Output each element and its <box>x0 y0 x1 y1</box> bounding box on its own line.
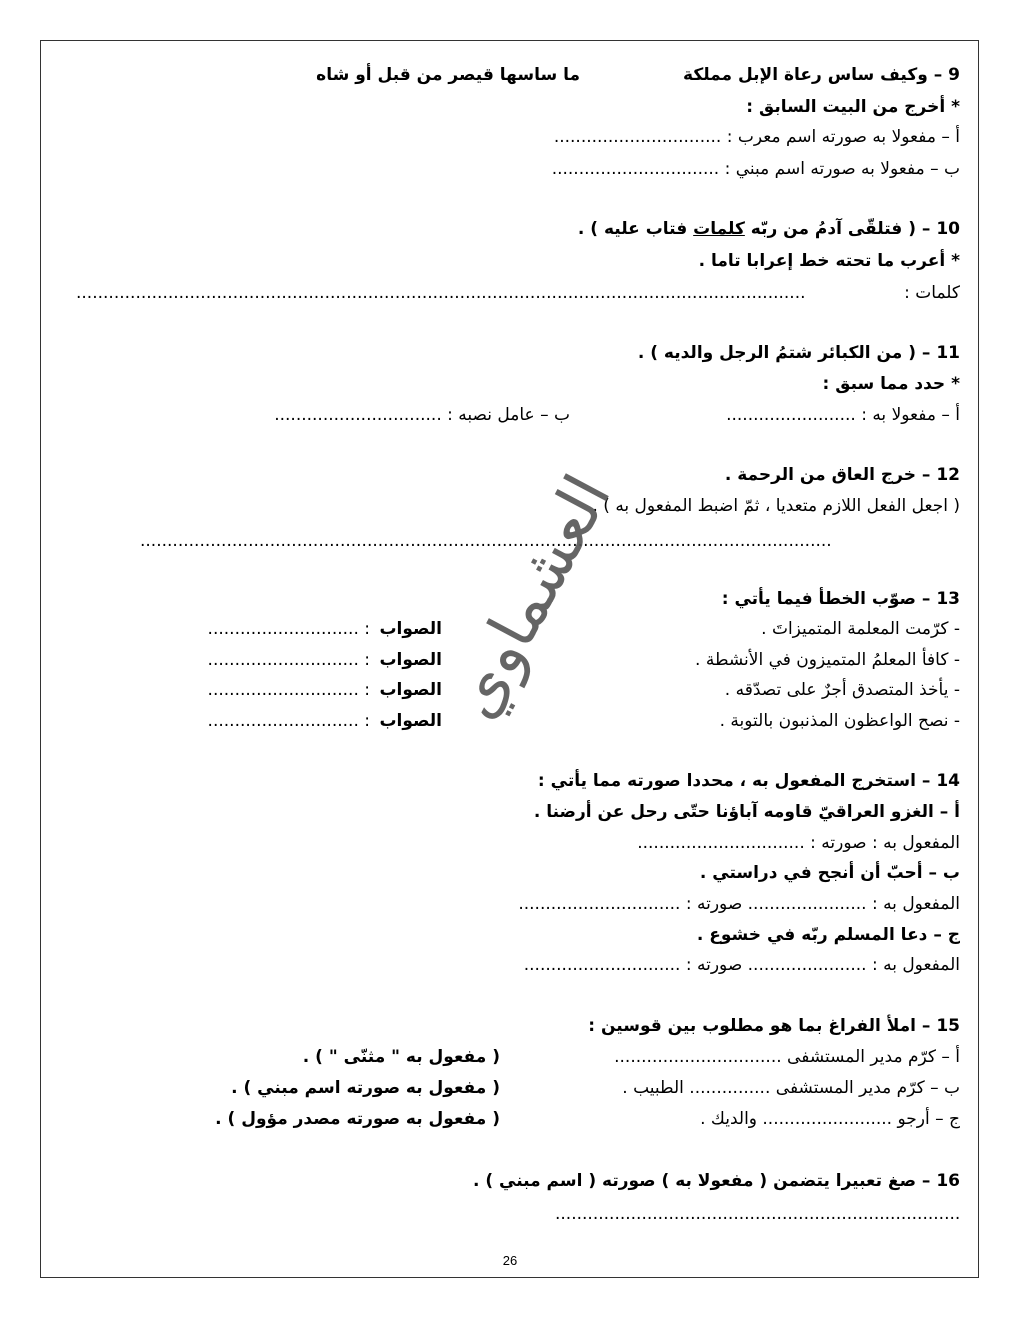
q10-answer-line[interactable]: ....................................................................................................................................... <box>76 283 806 303</box>
q14-title: 14 – استخرج المفعول به ، محددا صورته مما يأتي : <box>537 771 960 791</box>
q11-instruction: * حدد مما سبق : <box>822 374 960 394</box>
q10-answer-label: كلمات : <box>904 283 960 303</box>
q14-part-c-answer[interactable]: المفعول به : ...................... صورته : ............................. <box>523 955 960 975</box>
q15-title: 15 – املأ الفراغ بما هو مطلوب بين قوسين : <box>588 1016 960 1036</box>
q9-part-b: ب – مفعولا به صورته اسم مبني : ............................... <box>551 159 960 179</box>
q14-part-c: ج – دعا المسلم ربّه في خشوع . <box>696 925 960 945</box>
q9-instruction: * أخرج من البيت السابق : <box>746 97 960 117</box>
q13-correct-label-2: الصواب <box>379 650 442 670</box>
q11-title: 11 – ( من الكبائر شتمُ الرجل والديه ) . <box>637 343 960 363</box>
q9-title-part2: ما ساسها قيصر من قبل أو شاه <box>316 65 580 85</box>
q16-answer-line[interactable]: ........................................................................... <box>555 1204 960 1224</box>
q12-title: 12 – خرج العاق من الرحمة . <box>724 465 960 485</box>
q14-part-b: ب – أحبّ أن أنجح في دراستي . <box>699 863 960 883</box>
q13-item-3: - يأخذ المتصدق أجرٌ على تصدّقه . <box>724 680 960 700</box>
page-number: 26 <box>502 1253 518 1268</box>
q10-underlined-word: كلمات <box>693 219 745 239</box>
q13-item-4: - نصح الواعظون المذنبون بالتوبة . <box>719 711 960 731</box>
q13-correct-label-3: الصواب <box>379 680 442 700</box>
q13-correct-label-1: الصواب <box>379 619 442 639</box>
q11-part-a: أ – مفعولا به : ........................ <box>726 405 960 425</box>
q12-instruction: ( اجعل الفعل اللازم متعديا ، ثمّ اضبط المفعول به ) . <box>592 496 960 516</box>
q15-item-b-requirement: ( مفعول به صورته اسم مبني ) . <box>231 1078 500 1098</box>
q14-part-b-answer[interactable]: المفعول به : ...................... صورته : .............................. <box>518 894 960 914</box>
q15-item-a[interactable]: أ – كرّم مدير المستشفى ............................... <box>614 1047 960 1067</box>
q15-item-b[interactable]: ب – كرّم مدير المستشفى ............... الطبيب . <box>622 1078 960 1098</box>
q13-answer-4[interactable]: : ............................ <box>207 711 370 731</box>
q9-title-part1: 9 – وكيف ساس رعاة الإبل مملكة <box>683 65 960 85</box>
q13-answer-1[interactable]: : ............................ <box>207 619 370 639</box>
q13-correct-label-4: الصواب <box>379 711 442 731</box>
q13-title: 13 – صوّب الخطأ فيما يأتي : <box>721 589 960 609</box>
q15-item-c-requirement: ( مفعول به صورته مصدر مؤول ) . <box>215 1109 500 1129</box>
q10-instruction: * أعرب ما تحته خط إعرابا تاما . <box>698 251 960 271</box>
q10-title: 10 – ( فتلقّى آدمُ من ربّه كلمات فتاب عليه ) . <box>577 219 960 239</box>
q13-answer-2[interactable]: : ............................ <box>207 650 370 670</box>
q13-answer-3[interactable]: : ............................ <box>207 680 370 700</box>
watermark-signature: العشماوي <box>437 463 626 731</box>
q16-title: 16 – صغ تعبيرا يتضمن ( مفعولا به ) صورته ( اسم مبني ) . <box>472 1171 960 1191</box>
q11-part-b: ب – عامل نصبه : ............................... <box>274 405 570 425</box>
q12-answer-line[interactable]: ................................................................................................................................ <box>140 531 832 551</box>
q15-item-c[interactable]: ج – أرجو ........................ والديك . <box>700 1109 960 1129</box>
q15-item-a-requirement: ( مفعول به " مثنّى " ) . <box>302 1047 500 1067</box>
q13-item-2: - كافأ المعلمُ المتميزون في الأنشطة . <box>695 650 960 670</box>
q14-part-a: أ – الغزو العراقيّ قاومه آباؤنا حتّى رحل عن أرضنا . <box>533 802 960 822</box>
q14-part-a-answer[interactable]: المفعول به : صورته : ............................... <box>637 833 960 853</box>
q13-item-1: - كرّمت المعلمة المتميزاتَ . <box>761 619 960 639</box>
q9-part-a: أ – مفعولا به صورته اسم معرب : ............................... <box>553 127 960 147</box>
